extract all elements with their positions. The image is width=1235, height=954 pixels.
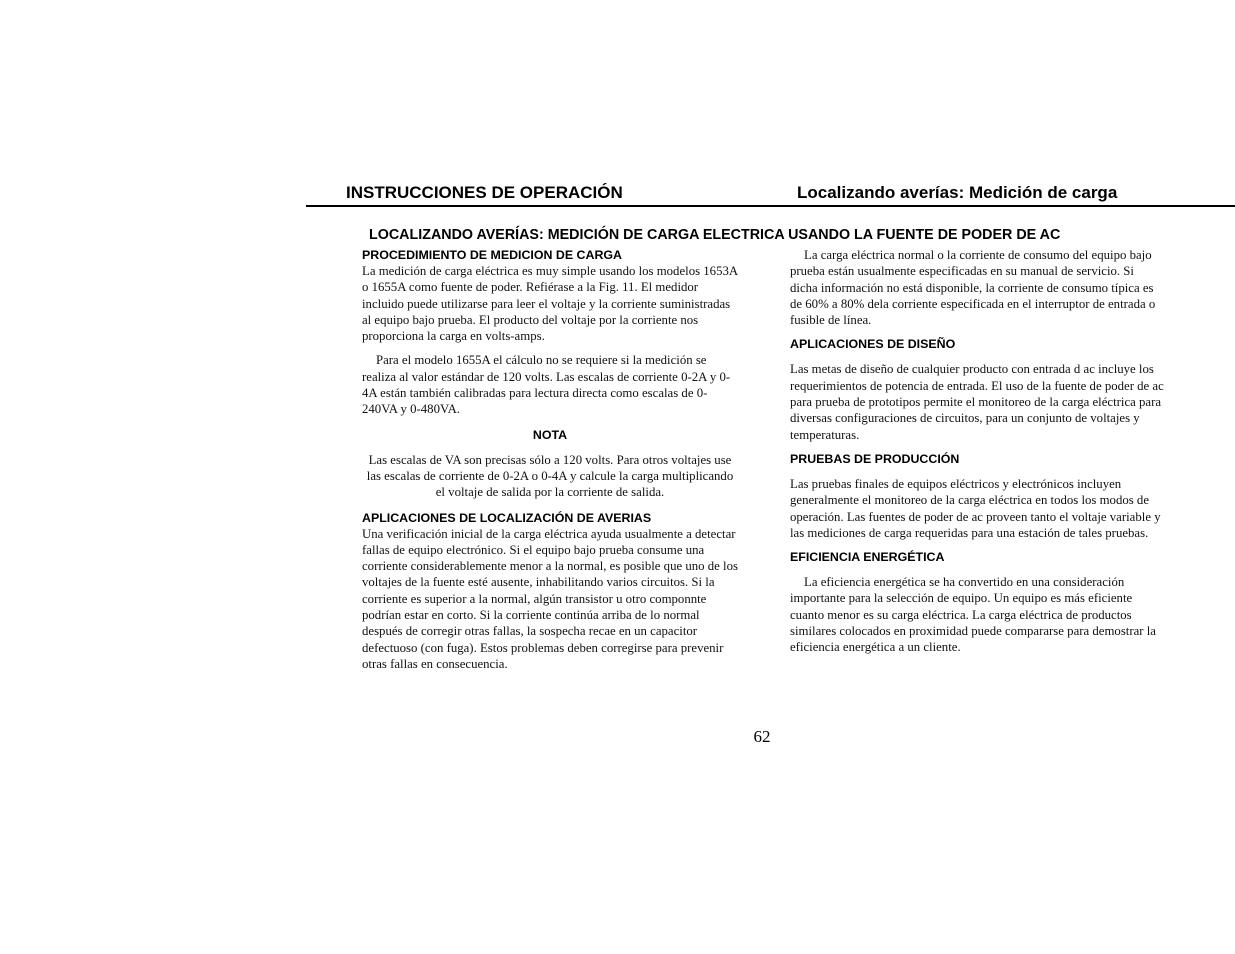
note-text: Las escalas de VA son precisas sólo a 120 volts. Para otros voltajes use las escalas de corriente de 0-2A o 0-4A y calcule la carga multiplicando el voltaje de salida por la corriente de salida. xyxy=(366,452,734,500)
note-heading: NOTA xyxy=(532,427,568,442)
header-right-title: Localizando averías: Medición de carga xyxy=(797,183,1118,202)
paragraph-design: Las metas de diseño de cualquier producto con entrada d ac incluye los requerimientos de potencia de entrada. El uso de la fuente de poder de ac para prueba de prototipos permite el monitoreo de la carga eléctrica para diversas configuraciones de circuitos, para un conjunto de voltajes y temperaturas. xyxy=(790,362,1164,442)
section-heading-production-tests: PRUEBAS DE PRODUCCIÓN xyxy=(790,451,960,466)
paragraph-production-tests: Las pruebas finales de equipos eléctricos y electrónicos incluyen generalmente el monitoreo de la carga eléctrica en todos los modos de operación. Las fuentes de poder de ac proveen tanto el voltaje variable y las mediciones de carga requeridas para una estación de tales pruebas. xyxy=(790,476,1161,540)
left-column xyxy=(362,247,738,672)
page-number: 62 xyxy=(753,727,771,746)
paragraph-measurement-intro: La medición de carga eléctrica es muy simple usando los modelos 1653A o 1655A como fuente de poder. Refiérase a la Fig. 11. El medidor incluido puede utilizarse para leer el voltaje y la corriente suministradas al equipo bajo prueba. El producto del voltaje por la corriente nos proporciona la carga en volts-amps. xyxy=(362,264,738,344)
page-title: LOCALIZANDO AVERÍAS: MEDICIÓN DE CARGA ELECTRICA USANDO LA FUENTE DE PODER DE AC xyxy=(369,227,1061,243)
paragraph-normal-load: La carga eléctrica normal o la corriente de consumo del equipo bajo prueba están usualmente especificadas en su manual de servicio. Si dicha información no está disponible, la corriente de consumo típica es de 60% a 80% dela corriente especificada en el interruptor de entrada o fusible de línea. xyxy=(790,248,1156,328)
section-heading-design: APLICACIONES DE DISEÑO xyxy=(790,337,956,352)
header-left-title: INSTRUCCIONES DE OPERACIÓN xyxy=(346,183,623,202)
section-heading-energy-efficiency: EFICIENCIA ENERGÉTICA xyxy=(790,550,945,565)
header-divider xyxy=(306,205,1235,207)
section-heading-troubleshooting: APLICACIONES DE LOCALIZACIÓN DE AVERIAS xyxy=(362,510,652,525)
paragraph-troubleshooting: Una verificación inicial de la carga eléctrica ayuda usualmente a detectar fallas de equipo electrónico. Si el equipo bajo prueba consume una corriente considerablemente menor a la normal, es posible que uno de los voltajes de la fuente esté ausente, inhabilitando varios circuitos. Si la corriente es superior a la normal, algún transistor u otro componnte podrían estar en corto. Si la corriente continúa arriba de lo normal después de corregir otras fallas, la sospecha recae en un capacitor defectuoso (con fuga). Estos problemas deben corregirse para prevenir otras fallas en consecuencia. xyxy=(362,526,738,671)
right-column xyxy=(790,247,1164,656)
paragraph-energy-efficiency: La eficiencia energética se ha convertido en una consideración importante para la selección de equipo. Un equipo es más eficiente cuanto menor es su carga eléctrica. La carga eléctrica de productos similares colocados en proximidad puede compararse para demostrar la eficiencia energética a un cliente. xyxy=(790,575,1156,655)
paragraph-model-1655a: Para el modelo 1655A el cálculo no se requiere si la medición se realiza al valor estándar de 120 volts. Las escalas de corriente 0-2A y 0-4A están también calibradas para lectura directa como escalas de 0-240VA y 0-480VA. xyxy=(362,353,731,417)
section-heading-measurement-procedure: PROCEDIMIENTO DE MEDICION DE CARGA xyxy=(362,248,622,262)
